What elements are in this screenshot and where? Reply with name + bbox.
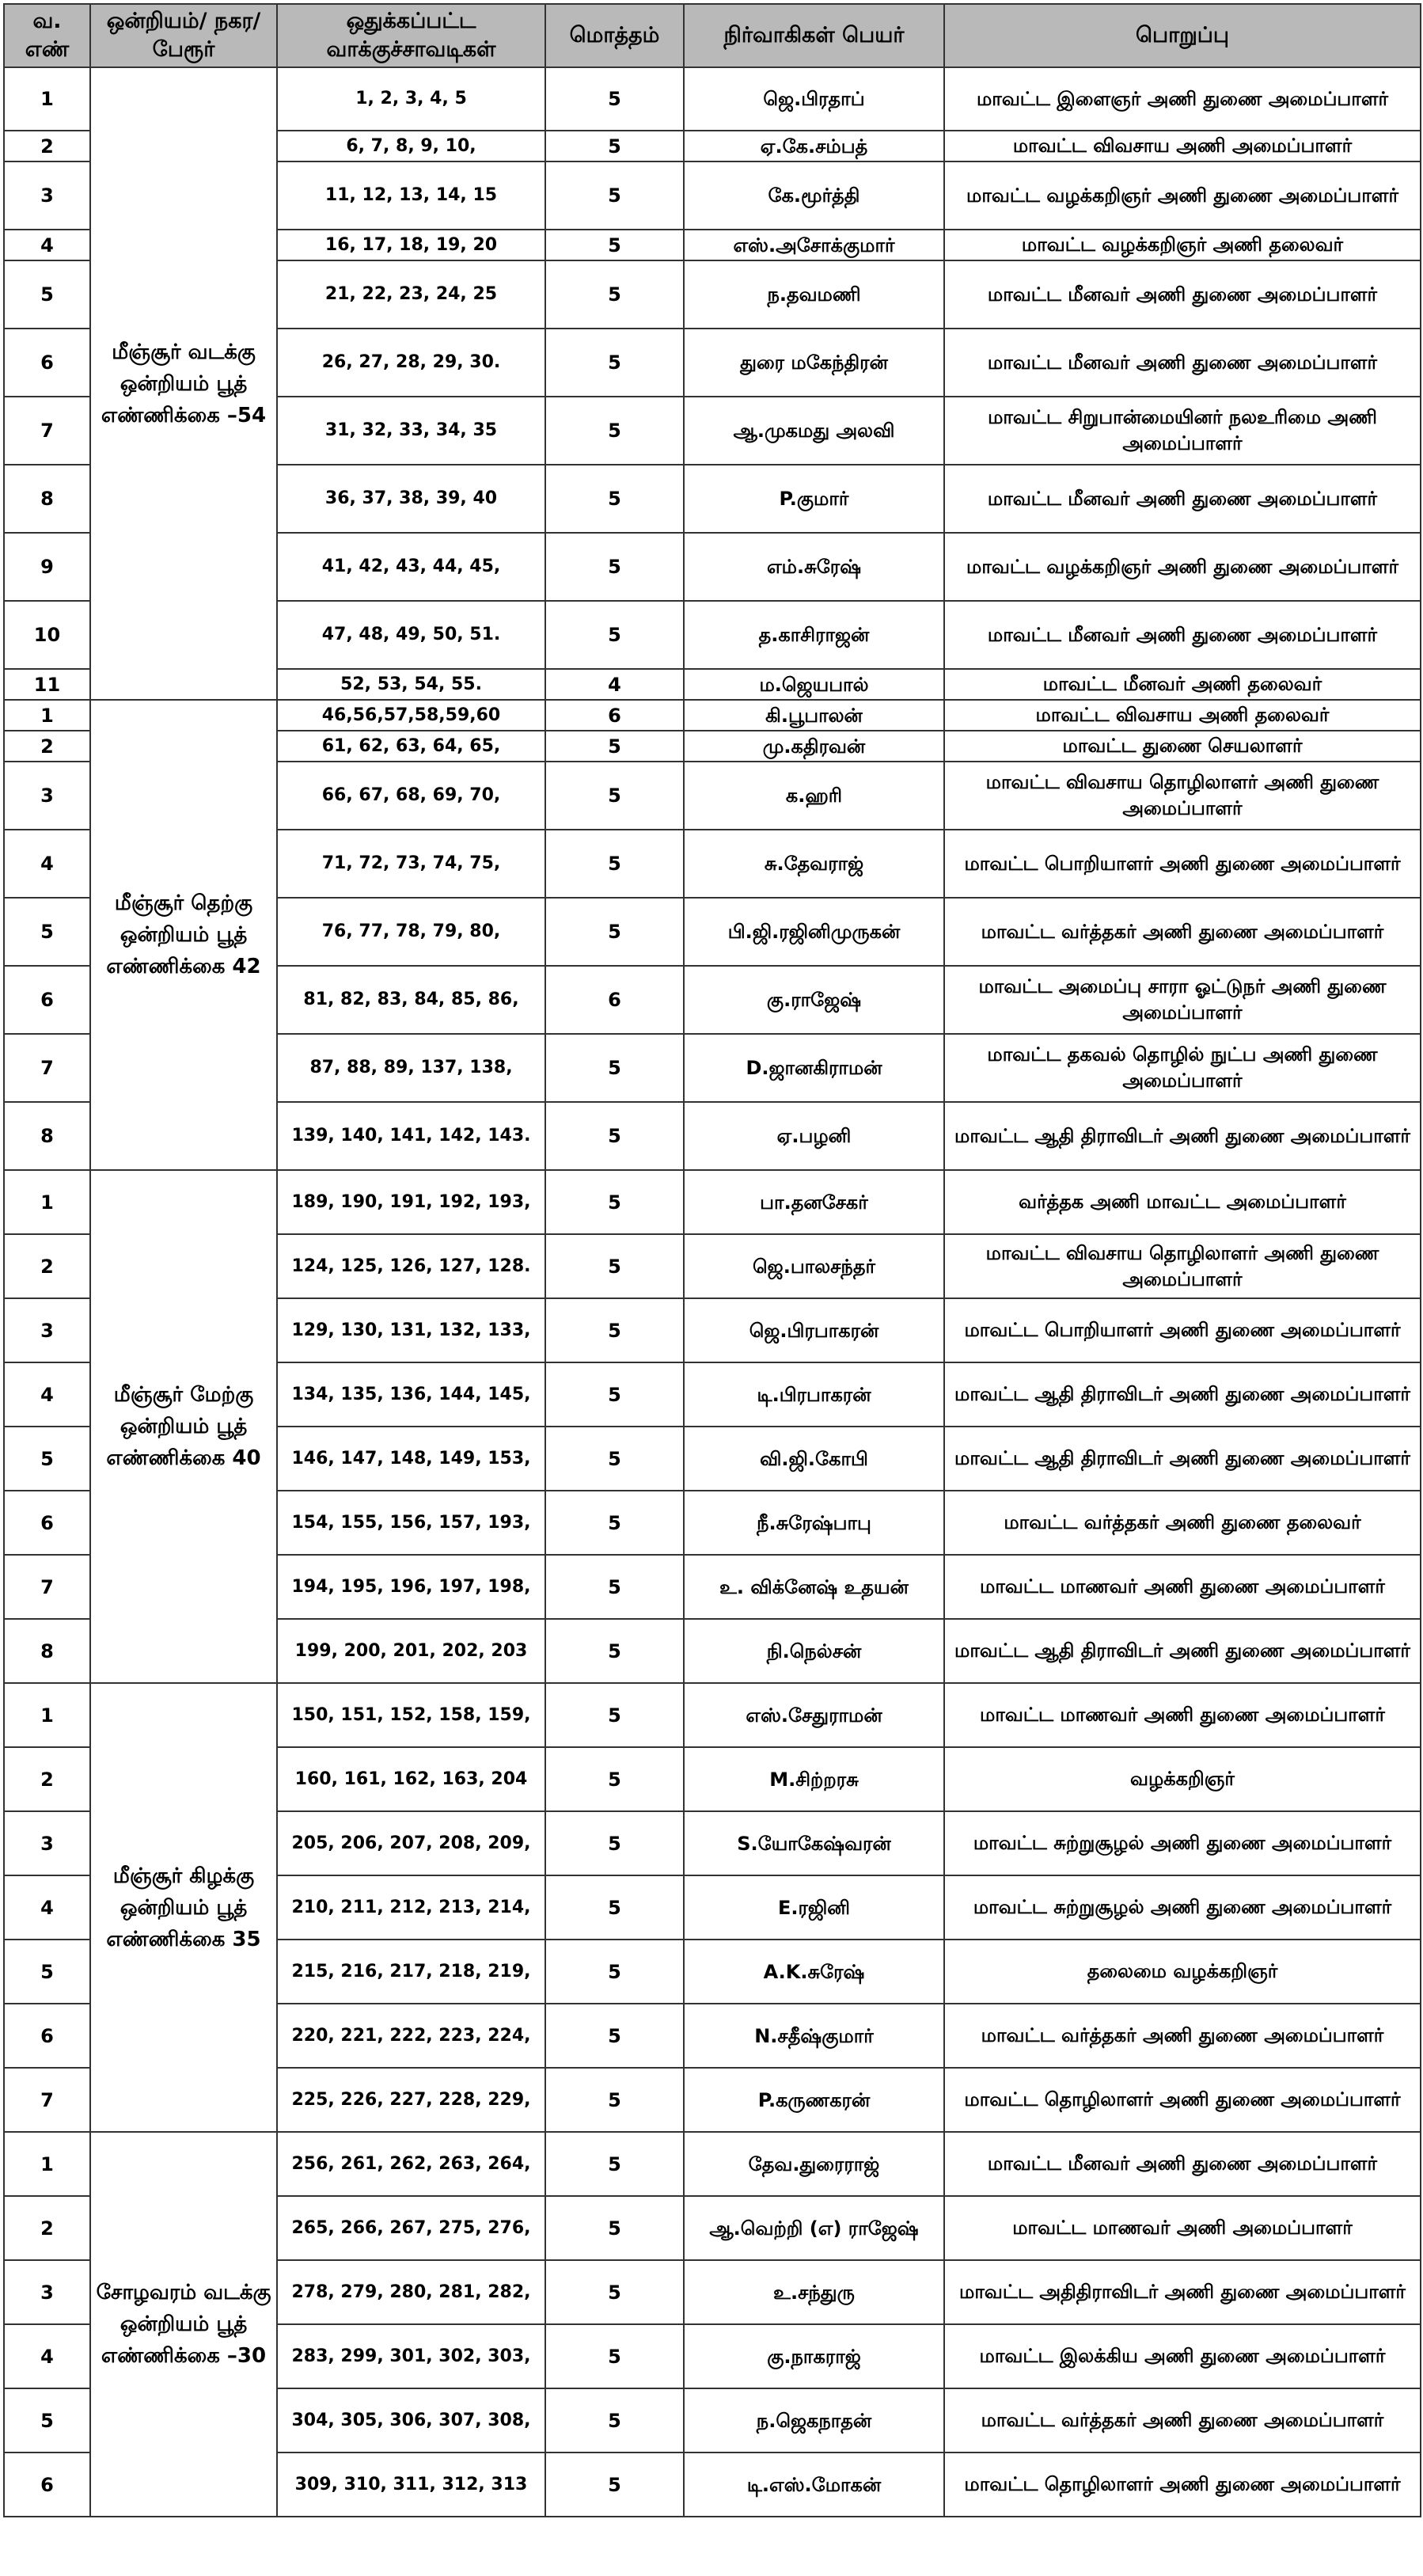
- ward-numbers: 210, 211, 212, 213, 214,: [277, 1875, 545, 1940]
- serial-number: 6: [4, 2004, 90, 2068]
- table-row: [4, 1683, 1421, 1747]
- serial-number: 6: [4, 329, 90, 397]
- serial-number: 7: [4, 2068, 90, 2132]
- serial-number: 1: [4, 2132, 90, 2196]
- responsibility: மாவட்ட விவசாய தொழிலாளர் அணி துணை அமைப்பாளர்: [944, 1234, 1421, 1298]
- office-bearer-name: நி.நெல்சன்: [684, 1619, 944, 1683]
- ward-numbers: 215, 216, 217, 218, 219,: [277, 1940, 545, 2004]
- ward-numbers: 16, 17, 18, 19, 20: [277, 230, 545, 260]
- serial-number: 3: [4, 161, 90, 230]
- ward-numbers: 304, 305, 306, 307, 308,: [277, 2388, 545, 2453]
- office-bearer-name: கி.பூபாலன்: [684, 700, 944, 731]
- office-bearer-name: ந.தவமணி: [684, 260, 944, 329]
- serial-number: 5: [4, 260, 90, 329]
- office-bearer-name: E.ரஜினி: [684, 1875, 944, 1940]
- ward-numbers: 36, 37, 38, 39, 40: [277, 465, 545, 533]
- table-row: [4, 2132, 1421, 2196]
- ward-numbers: 31, 32, 33, 34, 35: [277, 397, 545, 465]
- ward-numbers: 124, 125, 126, 127, 128.: [277, 1234, 545, 1298]
- serial-number: 4: [4, 830, 90, 898]
- serial-number: 1: [4, 1170, 90, 1234]
- total-count: 5: [545, 2004, 684, 2068]
- group-name: மீஞ்சூர் மேற்கு ஒன்றியம் பூத் எண்ணிக்கை 40: [90, 1170, 277, 1683]
- responsibility: மாவட்ட விவசாய அணி தலைவர்: [944, 700, 1421, 731]
- ward-numbers: 11, 12, 13, 14, 15: [277, 161, 545, 230]
- responsibility: மாவட்ட மீனவர் அணி துணை அமைப்பாளர்: [944, 329, 1421, 397]
- total-count: 6: [545, 966, 684, 1034]
- ward-numbers: 220, 221, 222, 223, 224,: [277, 2004, 545, 2068]
- office-bearer-name: வி.ஜி.கோபி: [684, 1427, 944, 1491]
- serial-number: 1: [4, 1683, 90, 1747]
- serial-number: 7: [4, 1034, 90, 1102]
- ward-numbers: 129, 130, 131, 132, 133,: [277, 1298, 545, 1362]
- serial-number: 6: [4, 2453, 90, 2517]
- ward-numbers: 87, 88, 89, 137, 138,: [277, 1034, 545, 1102]
- office-bearer-name: தேவ.துரைராஜ்: [684, 2132, 944, 2196]
- total-count: 5: [545, 1555, 684, 1619]
- group-name: மீஞ்சூர் கிழக்கு ஒன்றியம் பூத் எண்ணிக்கை 35: [90, 1683, 277, 2132]
- office-bearer-name: ஜெ.பாலசந்தர்: [684, 1234, 944, 1298]
- header-sno: வ. எண்: [4, 4, 90, 67]
- ward-numbers: 278, 279, 280, 281, 282,: [277, 2260, 545, 2324]
- office-bearer-name: க.ஹரி: [684, 762, 944, 830]
- serial-number: 3: [4, 2260, 90, 2324]
- serial-number: 2: [4, 1747, 90, 1811]
- responsibility: மாவட்ட மீனவர் அணி துணை அமைப்பாளர்: [944, 601, 1421, 669]
- office-bearer-name: உ.சந்துரு: [684, 2260, 944, 2324]
- office-bearer-name: எம்.சுரேஷ்: [684, 533, 944, 601]
- responsibility: மாவட்ட தகவல் தொழில் நுட்ப அணி துணை அமைப்பாளர்: [944, 1034, 1421, 1102]
- office-bearer-name: எஸ்.சேதுராமன்: [684, 1683, 944, 1747]
- document-sheet: [3, 3, 1420, 2517]
- office-bearer-name: D.ஜானகிராமன்: [684, 1034, 944, 1102]
- ward-numbers: 41, 42, 43, 44, 45,: [277, 533, 545, 601]
- ward-numbers: 61, 62, 63, 64, 65,: [277, 731, 545, 762]
- serial-number: 11: [4, 669, 90, 700]
- ward-numbers: 1, 2, 3, 4, 5: [277, 67, 545, 131]
- ward-numbers: 205, 206, 207, 208, 209,: [277, 1811, 545, 1875]
- total-count: 5: [545, 2388, 684, 2453]
- office-bearer-name: டி.எஸ்.மோகன்: [684, 2453, 944, 2517]
- total-count: 5: [545, 601, 684, 669]
- responsibility: மாவட்ட மீனவர் அணி துணை அமைப்பாளர்: [944, 260, 1421, 329]
- header-total: மொத்தம்: [545, 4, 684, 67]
- responsibility: மாவட்ட சுற்றுசூழல் அணி துணை அமைப்பாளர்: [944, 1875, 1421, 1940]
- responsibility: மாவட்ட தொழிலாளர் அணி துணை அமைப்பாளர்: [944, 2453, 1421, 2517]
- office-bearer-name: கு.ராஜேஷ்: [684, 966, 944, 1034]
- responsibility: மாவட்ட சிறுபான்மையினர் நலஉரிமை அணி அமைப்பாளர்: [944, 397, 1421, 465]
- responsibility: மாவட்ட வழக்கறிஞர் அணி தலைவர்: [944, 230, 1421, 260]
- ward-numbers: 283, 299, 301, 302, 303,: [277, 2324, 545, 2388]
- total-count: 5: [545, 1619, 684, 1683]
- table-row: [4, 1170, 1421, 1234]
- office-bearer-name: மு.கதிரவன்: [684, 731, 944, 762]
- total-count: 5: [545, 2132, 684, 2196]
- ward-numbers: 26, 27, 28, 29, 30.: [277, 329, 545, 397]
- responsibility: மாவட்ட வர்த்தகர் அணி துணை அமைப்பாளர்: [944, 2388, 1421, 2453]
- ward-numbers: 160, 161, 162, 163, 204: [277, 1747, 545, 1811]
- serial-number: 8: [4, 1102, 90, 1170]
- ward-numbers: 81, 82, 83, 84, 85, 86,: [277, 966, 545, 1034]
- ward-numbers: 146, 147, 148, 149, 153,: [277, 1427, 545, 1491]
- ward-numbers: 71, 72, 73, 74, 75,: [277, 830, 545, 898]
- responsibility: வழக்கறிஞர்: [944, 1747, 1421, 1811]
- serial-number: 5: [4, 898, 90, 966]
- ward-numbers: 66, 67, 68, 69, 70,: [277, 762, 545, 830]
- ward-numbers: 189, 190, 191, 192, 193,: [277, 1170, 545, 1234]
- office-bearer-name: டி.பிரபாகரன்: [684, 1362, 944, 1427]
- ward-numbers: 194, 195, 196, 197, 198,: [277, 1555, 545, 1619]
- total-count: 5: [545, 1234, 684, 1298]
- office-bearer-name: த.காசிராஜன்: [684, 601, 944, 669]
- responsibility: தலைமை வழக்கறிஞர்: [944, 1940, 1421, 2004]
- total-count: 4: [545, 669, 684, 700]
- header-row: [4, 4, 1421, 67]
- responsibility: மாவட்ட ஆதி திராவிடர் அணி துணை அமைப்பாளர்: [944, 1362, 1421, 1427]
- office-bearer-name: M.சிற்றரசு: [684, 1747, 944, 1811]
- serial-number: 7: [4, 397, 90, 465]
- total-count: 5: [545, 1940, 684, 2004]
- total-count: 5: [545, 1427, 684, 1491]
- responsibility: மாவட்ட விவசாய அணி அமைப்பாளர்: [944, 131, 1421, 161]
- total-count: 5: [545, 830, 684, 898]
- table-body: [4, 67, 1421, 2517]
- total-count: 5: [545, 67, 684, 131]
- serial-number: 1: [4, 67, 90, 131]
- responsibility: மாவட்ட மாணவர் அணி அமைப்பாளர்: [944, 2196, 1421, 2260]
- office-bearer-name: கே.மூர்த்தி: [684, 161, 944, 230]
- responsibility: மாவட்ட துணை செயலாளர்: [944, 731, 1421, 762]
- total-count: 5: [545, 397, 684, 465]
- table-row: [4, 700, 1421, 731]
- responsibility: மாவட்ட வர்த்தகர் அணி துணை அமைப்பாளர்: [944, 898, 1421, 966]
- serial-number: 5: [4, 1940, 90, 2004]
- total-count: 5: [545, 731, 684, 762]
- responsibility: மாவட்ட அதிதிராவிடர் அணி துணை அமைப்பாளர்: [944, 2260, 1421, 2324]
- office-bearer-name: P.கருணகரன்: [684, 2068, 944, 2132]
- ward-numbers: 154, 155, 156, 157, 193,: [277, 1491, 545, 1555]
- serial-number: 4: [4, 1362, 90, 1427]
- responsibility: மாவட்ட சுற்றுசூழல் அணி துணை அமைப்பாளர்: [944, 1811, 1421, 1875]
- header-group: ஒன்றியம்/ நகர/ பேரூர்: [90, 4, 277, 67]
- serial-number: 5: [4, 1427, 90, 1491]
- total-count: 5: [545, 230, 684, 260]
- ward-numbers: 134, 135, 136, 144, 145,: [277, 1362, 545, 1427]
- office-bearer-name: பி.ஜி.ரஜினிமுருகன்: [684, 898, 944, 966]
- ward-numbers: 256, 261, 262, 263, 264,: [277, 2132, 545, 2196]
- responsibility: மாவட்ட ஆதி திராவிடர் அணி துணை அமைப்பாளர்: [944, 1102, 1421, 1170]
- responsibility: மாவட்ட வர்த்தகர் அணி துணை அமைப்பாளர்: [944, 2004, 1421, 2068]
- responsibility: மாவட்ட தொழிலாளர் அணி துணை அமைப்பாளர்: [944, 2068, 1421, 2132]
- responsibility: மாவட்ட வழக்கறிஞர் அணி துணை அமைப்பாளர்: [944, 533, 1421, 601]
- total-count: 5: [545, 762, 684, 830]
- total-count: 5: [545, 131, 684, 161]
- total-count: 5: [545, 2068, 684, 2132]
- total-count: 5: [545, 260, 684, 329]
- office-bearer-name: உ. விக்னேஷ் உதயன்: [684, 1555, 944, 1619]
- office-bearer-name: நீ.சுரேஷ்பாபு: [684, 1491, 944, 1555]
- serial-number: 4: [4, 2324, 90, 2388]
- ward-numbers: 265, 266, 267, 275, 276,: [277, 2196, 545, 2260]
- ward-numbers: 150, 151, 152, 158, 159,: [277, 1683, 545, 1747]
- total-count: 5: [545, 1875, 684, 1940]
- total-count: 5: [545, 1683, 684, 1747]
- total-count: 5: [545, 2453, 684, 2517]
- office-bearer-name: ஏ.கே.சம்பத்: [684, 131, 944, 161]
- responsibility: மாவட்ட வழக்கறிஞர் அணி துணை அமைப்பாளர்: [944, 161, 1421, 230]
- office-bearer-name: ந.ஜெகநாதன்: [684, 2388, 944, 2453]
- serial-number: 1: [4, 700, 90, 731]
- office-bearer-name: துரை மகேந்திரன்: [684, 329, 944, 397]
- serial-number: 5: [4, 2388, 90, 2453]
- header-role: பொறுப்பு: [944, 4, 1421, 67]
- ward-numbers: 52, 53, 54, 55.: [277, 669, 545, 700]
- total-count: 5: [545, 1102, 684, 1170]
- serial-number: 7: [4, 1555, 90, 1619]
- responsibility: மாவட்ட விவசாய தொழிலாளர் அணி துணை அமைப்பாளர்: [944, 762, 1421, 830]
- responsibility: மாவட்ட மாணவர் அணி துணை அமைப்பாளர்: [944, 1683, 1421, 1747]
- serial-number: 4: [4, 1875, 90, 1940]
- serial-number: 8: [4, 465, 90, 533]
- office-bearer-name: P.குமார்: [684, 465, 944, 533]
- ward-numbers: 76, 77, 78, 79, 80,: [277, 898, 545, 966]
- serial-number: 3: [4, 1298, 90, 1362]
- total-count: 5: [545, 1298, 684, 1362]
- responsibility: மாவட்ட இலக்கிய அணி துணை அமைப்பாளர்: [944, 2324, 1421, 2388]
- serial-number: 8: [4, 1619, 90, 1683]
- table-row: [4, 67, 1421, 131]
- ward-numbers: 139, 140, 141, 142, 143.: [277, 1102, 545, 1170]
- serial-number: 4: [4, 230, 90, 260]
- total-count: 5: [545, 1811, 684, 1875]
- serial-number: 3: [4, 762, 90, 830]
- serial-number: 9: [4, 533, 90, 601]
- total-count: 5: [545, 1491, 684, 1555]
- serial-number: 3: [4, 1811, 90, 1875]
- office-bearer-name: ம.ஜெயபால்: [684, 669, 944, 700]
- total-count: 5: [545, 329, 684, 397]
- office-bearer-name: ஆ.வெற்றி (எ) ராஜேஷ்: [684, 2196, 944, 2260]
- responsibility: மாவட்ட ஆதி திராவிடர் அணி துணை அமைப்பாளர்: [944, 1619, 1421, 1683]
- office-bearer-name: கு.நாகராஜ்: [684, 2324, 944, 2388]
- total-count: 5: [545, 2196, 684, 2260]
- office-bearer-name: பா.தனசேகர்: [684, 1170, 944, 1234]
- serial-number: 6: [4, 966, 90, 1034]
- ward-numbers: 47, 48, 49, 50, 51.: [277, 601, 545, 669]
- serial-number: 6: [4, 1491, 90, 1555]
- responsibility: மாவட்ட வர்த்தகர் அணி துணை தலைவர்: [944, 1491, 1421, 1555]
- responsibility: மாவட்ட மீனவர் அணி தலைவர்: [944, 669, 1421, 700]
- responsibility: மாவட்ட இளைஞர் அணி துணை அமைப்பாளர்: [944, 67, 1421, 131]
- total-count: 5: [545, 1034, 684, 1102]
- assignment-table: [3, 3, 1421, 2517]
- responsibility: மாவட்ட பொறியாளர் அணி துணை அமைப்பாளர்: [944, 1298, 1421, 1362]
- total-count: 5: [545, 533, 684, 601]
- office-bearer-name: ஜெ.பிரதாப்: [684, 67, 944, 131]
- responsibility: மாவட்ட மீனவர் அணி துணை அமைப்பாளர்: [944, 465, 1421, 533]
- office-bearer-name: எஸ்.அசோக்குமார்: [684, 230, 944, 260]
- ward-numbers: 21, 22, 23, 24, 25: [277, 260, 545, 329]
- header-name: நிர்வாகிகள் பெயர்: [684, 4, 944, 67]
- header-wards: ஒதுக்கப்பட்ட வாக்குச்சாவடிகள்: [277, 4, 545, 67]
- office-bearer-name: ஏ.பழனி: [684, 1102, 944, 1170]
- responsibility: மாவட்ட மீனவர் அணி துணை அமைப்பாளர்: [944, 2132, 1421, 2196]
- responsibility: மாவட்ட ஆதி திராவிடர் அணி துணை அமைப்பாளர்: [944, 1427, 1421, 1491]
- office-bearer-name: ஜெ.பிரபாகரன்: [684, 1298, 944, 1362]
- total-count: 5: [545, 1747, 684, 1811]
- total-count: 5: [545, 1170, 684, 1234]
- total-count: 5: [545, 2260, 684, 2324]
- responsibility: மாவட்ட மாணவர் அணி துணை அமைப்பாளர்: [944, 1555, 1421, 1619]
- group-name: சோழவரம் வடக்கு ஒன்றியம் பூத் எண்ணிக்கை –30: [90, 2132, 277, 2517]
- total-count: 5: [545, 898, 684, 966]
- total-count: 6: [545, 700, 684, 731]
- office-bearer-name: ஆ.முகமது அலவி: [684, 397, 944, 465]
- office-bearer-name: N.சதீஷ்குமார்: [684, 2004, 944, 2068]
- group-name: மீஞ்சூர் தெற்கு ஒன்றியம் பூத் எண்ணிக்கை 42: [90, 700, 277, 1170]
- serial-number: 2: [4, 131, 90, 161]
- ward-numbers: 225, 226, 227, 228, 229,: [277, 2068, 545, 2132]
- ward-numbers: 199, 200, 201, 202, 203: [277, 1619, 545, 1683]
- table-header: [4, 4, 1421, 67]
- responsibility: மாவட்ட அமைப்பு சாரா ஓட்டுநர் அணி துணை அமைப்பாளர்: [944, 966, 1421, 1034]
- office-bearer-name: S.யோகேஷ்வரன்: [684, 1811, 944, 1875]
- serial-number: 2: [4, 731, 90, 762]
- ward-numbers: 46,56,57,58,59,60: [277, 700, 545, 731]
- serial-number: 10: [4, 601, 90, 669]
- responsibility: வர்த்தக அணி மாவட்ட அமைப்பாளர்: [944, 1170, 1421, 1234]
- ward-numbers: 309, 310, 311, 312, 313: [277, 2453, 545, 2517]
- serial-number: 2: [4, 2196, 90, 2260]
- responsibility: மாவட்ட பொறியாளர் அணி துணை அமைப்பாளர்: [944, 830, 1421, 898]
- total-count: 5: [545, 2324, 684, 2388]
- office-bearer-name: A.K.சுரேஷ்: [684, 1940, 944, 2004]
- total-count: 5: [545, 1362, 684, 1427]
- total-count: 5: [545, 465, 684, 533]
- group-name: மீஞ்சூர் வடக்கு ஒன்றியம் பூத் எண்ணிக்கை –54: [90, 67, 277, 700]
- total-count: 5: [545, 161, 684, 230]
- office-bearer-name: சு.தேவராஜ்: [684, 830, 944, 898]
- serial-number: 2: [4, 1234, 90, 1298]
- ward-numbers: 6, 7, 8, 9, 10,: [277, 131, 545, 161]
